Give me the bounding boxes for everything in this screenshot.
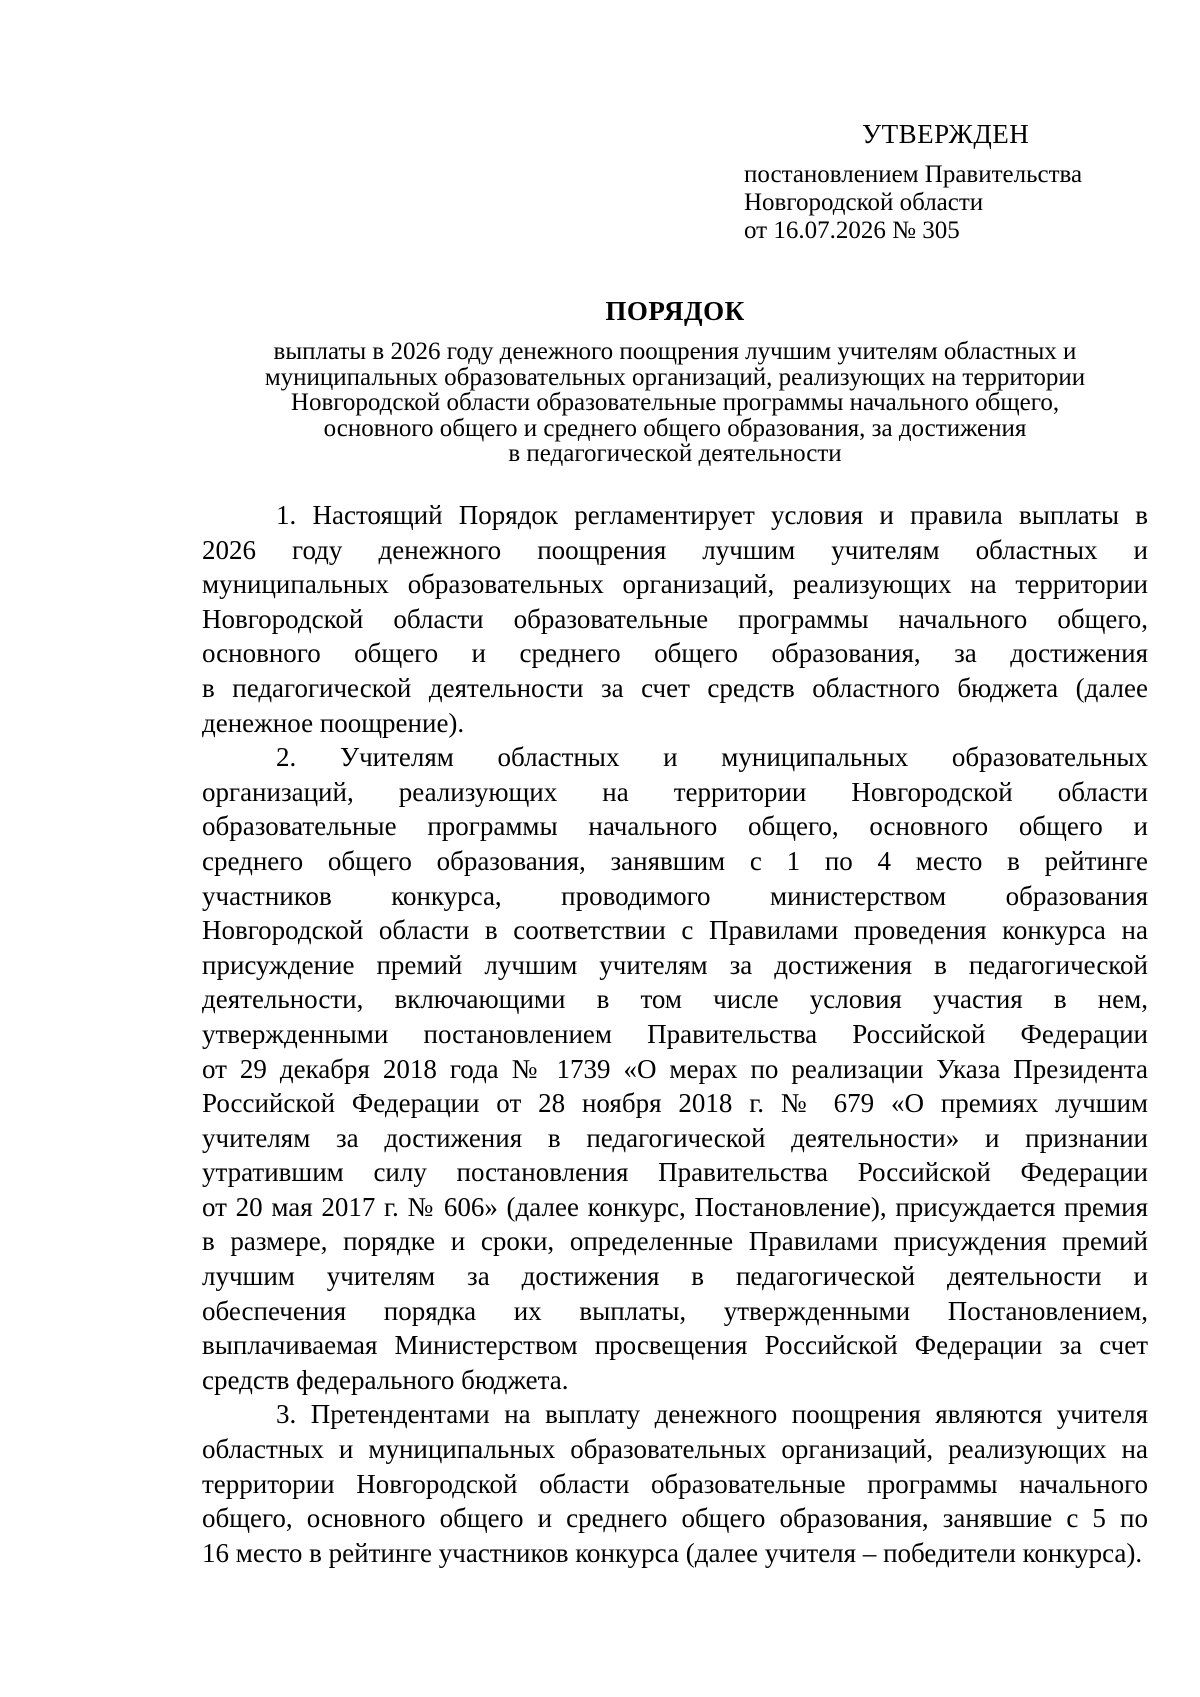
approval-line-date-number: от 16.07.2026 № 305 xyxy=(744,217,960,244)
paragraph-line: лучшим учителям за достижения в педагогической деятельности и xyxy=(202,1261,1148,1292)
paragraph-line: в педагогической деятельности за счет средств областного бюджета (далее xyxy=(202,672,1148,703)
paragraph-line: от 20 мая 2017 г. № 606» (далее конкурс, Постановление), присуждается премия xyxy=(202,1191,1148,1222)
paragraph-line: деятельности, включающими в том числе условия участия в нем, xyxy=(202,984,1148,1015)
approval-line-authority: постановлением Правительства xyxy=(744,161,1083,188)
paragraph-line: среднего общего образования, занявшим с 1 по 4 место в рейтинге xyxy=(202,845,1148,876)
paragraph-line: организаций, реализующих на территории Новгородской области xyxy=(202,776,1148,807)
document-subtitle xyxy=(200,339,1150,467)
paragraph-1 xyxy=(202,498,1148,740)
subtitle-line: муниципальных образовательных организаций, реализующих на территории xyxy=(264,363,1086,391)
approval-block xyxy=(744,161,1082,245)
paragraph-line: 2. Учителям областных и муниципальных образовательных xyxy=(276,742,1148,773)
subtitle-line: основного общего и среднего общего образования, за достижения xyxy=(323,414,1027,442)
paragraph-line: территории Новгородской области образовательные программы начального xyxy=(202,1468,1148,1499)
paragraph-line: основного общего и среднего общего образования, за достижения xyxy=(202,638,1148,669)
paragraph-line: денежное поощрение). xyxy=(202,707,465,738)
paragraph-line: учителям за достижения в педагогической деятельности» и признании xyxy=(202,1122,1148,1153)
approval-heading: УТВЕРЖДЕН xyxy=(862,119,1030,149)
paragraph-2 xyxy=(202,740,1148,1397)
paragraph-line: от 29 декабря 2018 года № 1739 «О мерах по реализации Указа Президента xyxy=(202,1053,1148,1084)
document-title: ПОРЯДОК xyxy=(605,296,745,326)
document-body xyxy=(202,498,1148,1570)
subtitle-line: Новгородской области образовательные программы начального общего, xyxy=(290,389,1060,416)
paragraph-line: 3. Претендентами на выплату денежного поощрения являются учителя xyxy=(276,1399,1148,1430)
paragraph-line: в размере, порядке и сроки, определенные Правилами присуждения премий xyxy=(202,1226,1148,1257)
subtitle-line: выплаты в 2026 году денежного поощрения лучшим учителям областных и xyxy=(273,338,1077,365)
paragraph-line: 2026 году денежного поощрения лучшим учителям областных и xyxy=(202,534,1148,565)
approval-line-region: Новгородской области xyxy=(744,189,984,216)
paragraph-line: образовательные программы начального общего, основного общего и xyxy=(202,811,1148,842)
paragraph-line: муниципальных образовательных организаций, реализующих на территории xyxy=(202,569,1148,600)
paragraph-line: областных и муниципальных образовательных организаций, реализующих на xyxy=(202,1434,1148,1465)
paragraph-line: 16 место в рейтинге участников конкурса (далее учителя – победители конкурса). xyxy=(202,1537,1143,1568)
paragraph-3 xyxy=(202,1397,1148,1570)
paragraph-line: участников конкурса, проводимого министерством образования xyxy=(202,880,1148,911)
paragraph-line: выплачиваемая Министерством просвещения Российской Федерации за счет xyxy=(202,1330,1148,1361)
paragraph-line: 1. Настоящий Порядок регламентирует условия и правила выплаты в xyxy=(276,500,1148,530)
subtitle-line: в педагогической деятельности xyxy=(508,440,842,467)
paragraph-line: средств федерального бюджета. xyxy=(202,1364,569,1395)
paragraph-line: Новгородской области образовательные программы начального общего, xyxy=(202,603,1148,634)
paragraph-line: общего, основного общего и среднего общего образования, занявшие с 5 по xyxy=(202,1503,1148,1534)
paragraph-line: утвержденными постановлением Правительства Российской Федерации xyxy=(202,1018,1148,1049)
paragraph-line: утратившим силу постановления Правительства Российской Федерации xyxy=(202,1157,1148,1188)
paragraph-line: Российской Федерации от 28 ноября 2018 г. № 679 «О премиях лучшим xyxy=(202,1088,1148,1119)
paragraph-line: обеспечения порядка их выплаты, утвержденными Постановлением, xyxy=(202,1295,1148,1326)
paragraph-line: Новгородской области в соответствии с Правилами проведения конкурса на xyxy=(202,915,1148,946)
paragraph-line: присуждение премий лучшим учителям за достижения в педагогической xyxy=(202,949,1148,980)
